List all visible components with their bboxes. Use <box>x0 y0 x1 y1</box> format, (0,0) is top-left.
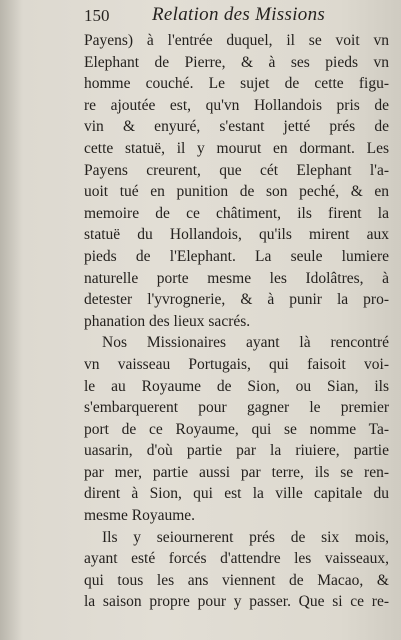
text-line: cette statuë, il y mourut en dormant. Les <box>84 139 389 157</box>
text-line: ayant esté forcés d'attendre les vaisseaux, <box>84 550 389 568</box>
text-line: par mer, partie aussi par terre, ils se ren- <box>84 463 389 481</box>
text-line: vn vaisseau Portugais, qui faisoit voi- <box>84 355 389 373</box>
text-line: s'embarquerent pour gagner le premier <box>84 399 389 417</box>
text-line: Ils y seiournerent prés de six mois, <box>102 528 389 546</box>
text-line: memoire de ce châtiment, ils firent la <box>84 204 389 222</box>
text-line: uoit tué en punition de son peché, & en <box>84 183 389 201</box>
text-line: detester l'yvrognerie, & à punir la pro- <box>84 291 389 309</box>
text-line: Payens creurent, que cét Elephant l'a- <box>84 161 389 179</box>
text-line: mesme Royaume. <box>84 507 196 525</box>
text-line: pieds de l'Elephant. La seule lumiere <box>84 247 389 265</box>
text-line: vin & enyuré, s'estant jetté prés de <box>84 118 389 136</box>
text-line: la saison propre pour y passer. Que si ce re- <box>84 593 389 611</box>
paragraph <box>84 332 389 526</box>
body-text <box>84 30 389 613</box>
text-line: re ajoutée est, qu'vn Hollandois pris de <box>84 96 389 114</box>
paragraph <box>84 30 389 332</box>
text-line: Nos Missionaires ayant là rencontré <box>102 334 389 352</box>
text-line: statuë du Hollandois, qu'ils mirent aux <box>84 226 389 244</box>
running-title: Relation des Missions <box>152 4 326 25</box>
text-line: dirent à Sion, qui est la ville capitale du <box>84 485 389 503</box>
paragraph <box>84 527 389 613</box>
text-line: le au Royaume de Sion, ou Sian, ils <box>84 377 389 395</box>
page-header <box>84 4 361 28</box>
text-line: phanation des lieux sacrés. <box>84 312 251 330</box>
text-line: homme couché. Le sujet de cette figu- <box>84 75 389 93</box>
text-line: port de ce Royaume, qui se nomme Ta- <box>84 420 389 438</box>
text-line: qui tous les ans viennent de Macao, & <box>84 571 389 589</box>
text-line: naturelle porte mesme les Idolâtres, à <box>84 269 389 287</box>
page-number: 150 <box>84 6 110 25</box>
text-line: Payens) à l'entrée duquel, il se voit vn <box>84 32 389 49</box>
text-line: uasarin, d'où partie par la riuiere, partie <box>84 442 389 460</box>
text-line: Elephant de Pierre, & à ses pieds vn <box>84 53 389 71</box>
